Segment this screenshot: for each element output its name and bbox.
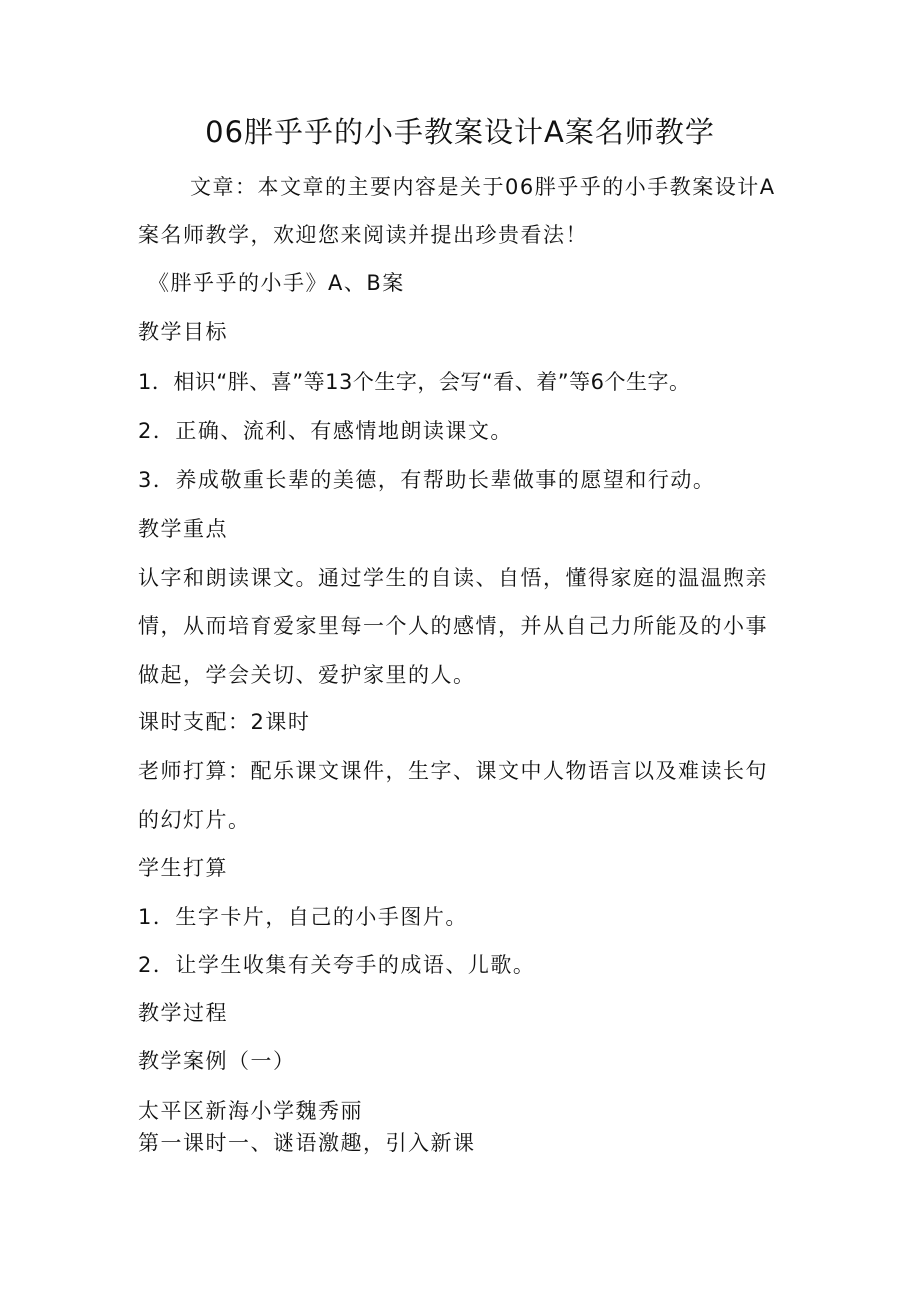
key-points-line-2: 情，从而培育爱家里每一个人的感情，并从自己力所能及的小事: [138, 614, 768, 638]
heading-teaching-process: 教学过程: [138, 1001, 228, 1025]
goal-item-1: 1．相识“胖、喜”等13个生字，会写“看、着”等6个生字。: [138, 370, 691, 394]
document-title: 06胖乎乎的小手教案设计A案名师教学: [205, 115, 715, 149]
teacher-prep-line-2: 的幻灯片。: [138, 808, 251, 832]
lesson-hours-line: 课时支配：2课时: [138, 710, 311, 734]
subtitle-line: 《胖乎乎的小手》A、B案: [148, 271, 405, 295]
goal-item-2: 2．正确、流利、有感情地朗读课文。: [138, 419, 513, 443]
heading-teaching-goals: 教学目标: [138, 320, 228, 344]
heading-case-one: 教学案例（一）: [138, 1049, 296, 1073]
heading-key-points: 教学重点: [138, 517, 228, 541]
heading-student-prep: 学生打算: [138, 856, 228, 880]
author-line: 太平区新海小学魏秀丽: [138, 1099, 363, 1123]
first-lesson-line: 第一课时一、谜语激趣，引入新课: [138, 1131, 476, 1155]
goal-item-3: 3．养成敬重长辈的美德，有帮助长辈做事的愿望和行动。: [138, 468, 716, 492]
key-points-line-1: 认字和朗读课文。通过学生的自读、自悟，懂得家庭的温温煦亲: [138, 566, 768, 590]
key-points-line-3: 做起，学会关切、爱护家里的人。: [138, 663, 476, 687]
intro-line-2: 案名师教学，欢迎您来阅读并提出珍贵看法！: [138, 223, 588, 247]
intro-line-1: 文章：本文章的主要内容是关于06胖乎乎的小手教案设计A: [190, 175, 776, 199]
student-prep-item-2: 2．让学生收集有关夸手的成语、儿歌。: [138, 953, 536, 977]
student-prep-item-1: 1．生字卡片，自己的小手图片。: [138, 905, 468, 929]
teacher-prep-line-1: 老师打算：配乐课文课件，生字、课文中人物语言以及难读长句: [138, 759, 768, 783]
